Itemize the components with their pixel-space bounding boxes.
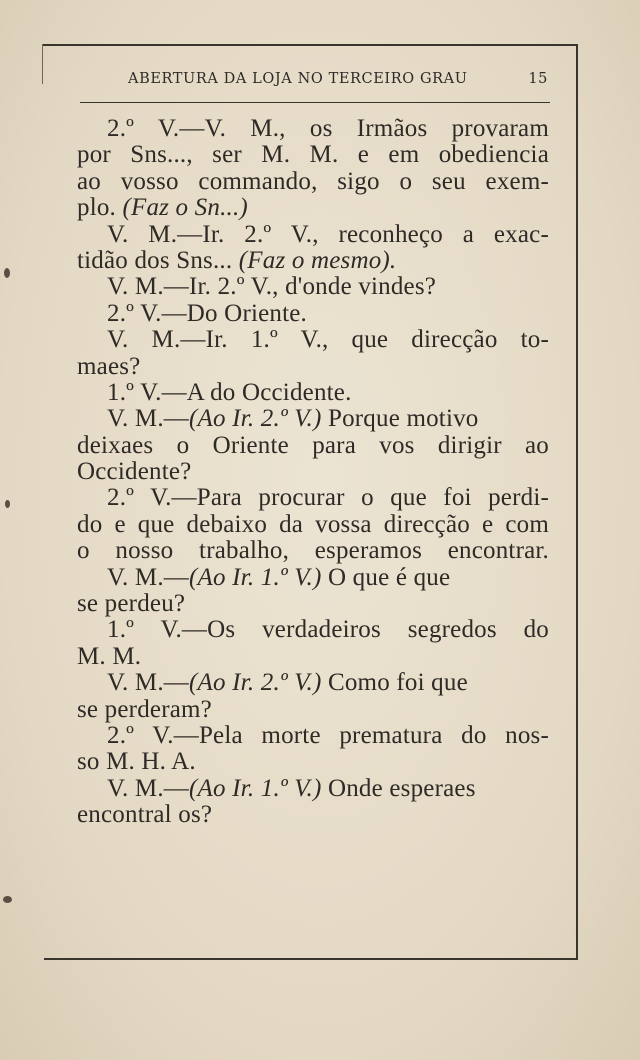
text-line: M. M. (77, 642, 142, 670)
header-rule (80, 102, 550, 103)
text-line: encontral os? (77, 801, 213, 829)
text-line: V. M.—Ir. 2.º V., d'onde vindes? (107, 273, 437, 301)
text-line: 1.º V.—Os verdadeiros segredos do (107, 617, 549, 644)
frame-top-rule (42, 44, 578, 46)
text-line: V. M.—(Ao Ir. 1.º V.) O que é que (107, 563, 451, 591)
text-line: do e que debaixo da vossa direcção e com (77, 511, 549, 538)
paper-speck (3, 896, 12, 903)
text-line: ao vosso commando, sigo o seu exem- (77, 168, 549, 195)
text-line: Occidente? (77, 458, 192, 486)
text-line: so M. H. A. (77, 748, 196, 776)
text-line: se perderam? (77, 695, 212, 723)
text-line: plo. (Faz o Sn...) (77, 194, 248, 222)
frame-right-rule (576, 44, 578, 960)
text-line: V. M.—(Ao Ir. 1.º V.) Onde esperaes (107, 774, 476, 802)
stage-direction: (Ao Ir. 1.º V.) (189, 563, 322, 591)
stage-direction: (Ao Ir. 2.º V.) (189, 405, 322, 433)
running-header-title: ABERTURA DA LOJA NO TERCEIRO GRAU (128, 71, 468, 87)
running-header (128, 71, 548, 93)
text-line: se perdeu? (77, 590, 186, 618)
text-line: V. M.—(Ao Ir. 2.º V.) Porque motivo (107, 405, 479, 433)
text-line: maes? (77, 352, 141, 380)
text-line: 1.º V.—A do Occidente. (107, 378, 352, 406)
frame-left-rule (42, 44, 43, 84)
text-line: tidão dos Sns... (Faz o mesmo). (77, 246, 397, 274)
body-text (77, 116, 549, 829)
text-line: V. M.—Ir. 2.º V., reconheço a exac- (107, 221, 549, 248)
stage-direction: (Faz o mesmo). (238, 246, 397, 274)
paper-speck (5, 500, 10, 508)
page-number: 15 (528, 71, 548, 87)
text-line: V. M.—Ir. 1.º V., que direcção to- (107, 327, 549, 354)
text-line: deixaes o Oriente para vos dirigir ao (77, 432, 549, 459)
stage-direction: (Faz o Sn...) (122, 194, 248, 222)
text-line: o nosso trabalho, esperamos encontrar. (77, 538, 549, 565)
text-line: 2.º V.—Pela morte prematura do nos- (107, 722, 549, 749)
paper-speck (4, 268, 10, 278)
text-line: 2.º V.—Para procurar o que foi perdi- (107, 485, 549, 512)
text-line: 2.º V.—V. M., os Irmãos provaram (107, 116, 549, 142)
frame-bottom-rule (44, 958, 578, 960)
text-line: 2.º V.—Do Oriente. (107, 299, 307, 327)
text-line: V. M.—(Ao Ir. 2.º V.) Como foi que (107, 669, 468, 697)
text-line: por Sns..., ser M. M. e em obediencia (77, 142, 549, 169)
stage-direction: (Ao Ir. 2.º V.) (189, 669, 322, 697)
stage-direction: (Ao Ir. 1.º V.) (189, 774, 322, 802)
